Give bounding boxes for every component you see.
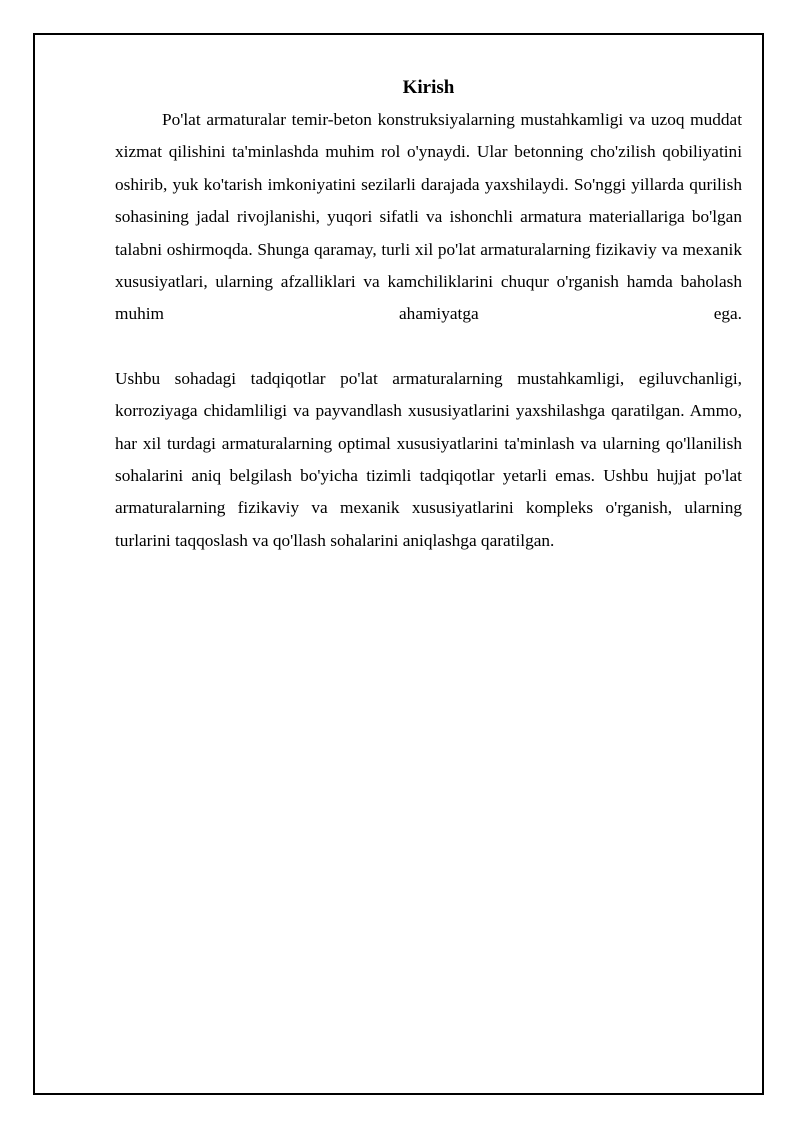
- page-title: Kirish: [402, 77, 455, 98]
- paragraph-intro: Po'lat armaturalar temir-beton konstruksiyalarning mustahkamligi va uzoq muddat xizmat qilishini ta'minlashda muhim rol o'ynaydi. Ular betonning cho'zilish qobiliyatini oshirib, yuk ko'tarish imkoniyatini sezilarli darajada yaxshilaydi. So'nggi yillarda qurilish sohasining jadal rivojlanishi, yuqori sifatli va ishonchli armatura materiallariga bo'lgan talabni oshirmoqda. Shunga qaramay, turli xil po'lat armaturalarning fizikaviy va mexanik xususiyatlari, ularning afzalliklari va kamchiliklarini chuqur o'rganish hamda baholash muhim ahamiyatga ega.: [115, 110, 742, 324]
- document-body: [115, 72, 742, 557]
- paragraph-gap: [115, 331, 742, 363]
- paragraph-research: Ushbu sohadagi tadqiqotlar po'lat armaturalarning mustahkamligi, egiluvchanligi, korroziyaga chidamliligi va payvandlash xususiyatlarini yaxshilashga qaratilgan. Ammo, har xil turdagi armaturalarning optimal xususiyatlarini ta'minlash va ularning qo'llanilish sohalarini aniq belgilash bo'yicha tizimli tadqiqotlar yetarli emas. Ushbu hujjat po'lat armaturalarning fizikaviy va mexanik xususiyatlarini kompleks o'rganish, ularning turlarini taqqoslash va qo'llash sohalarini aniqlashga qaratilgan.: [115, 368, 742, 550]
